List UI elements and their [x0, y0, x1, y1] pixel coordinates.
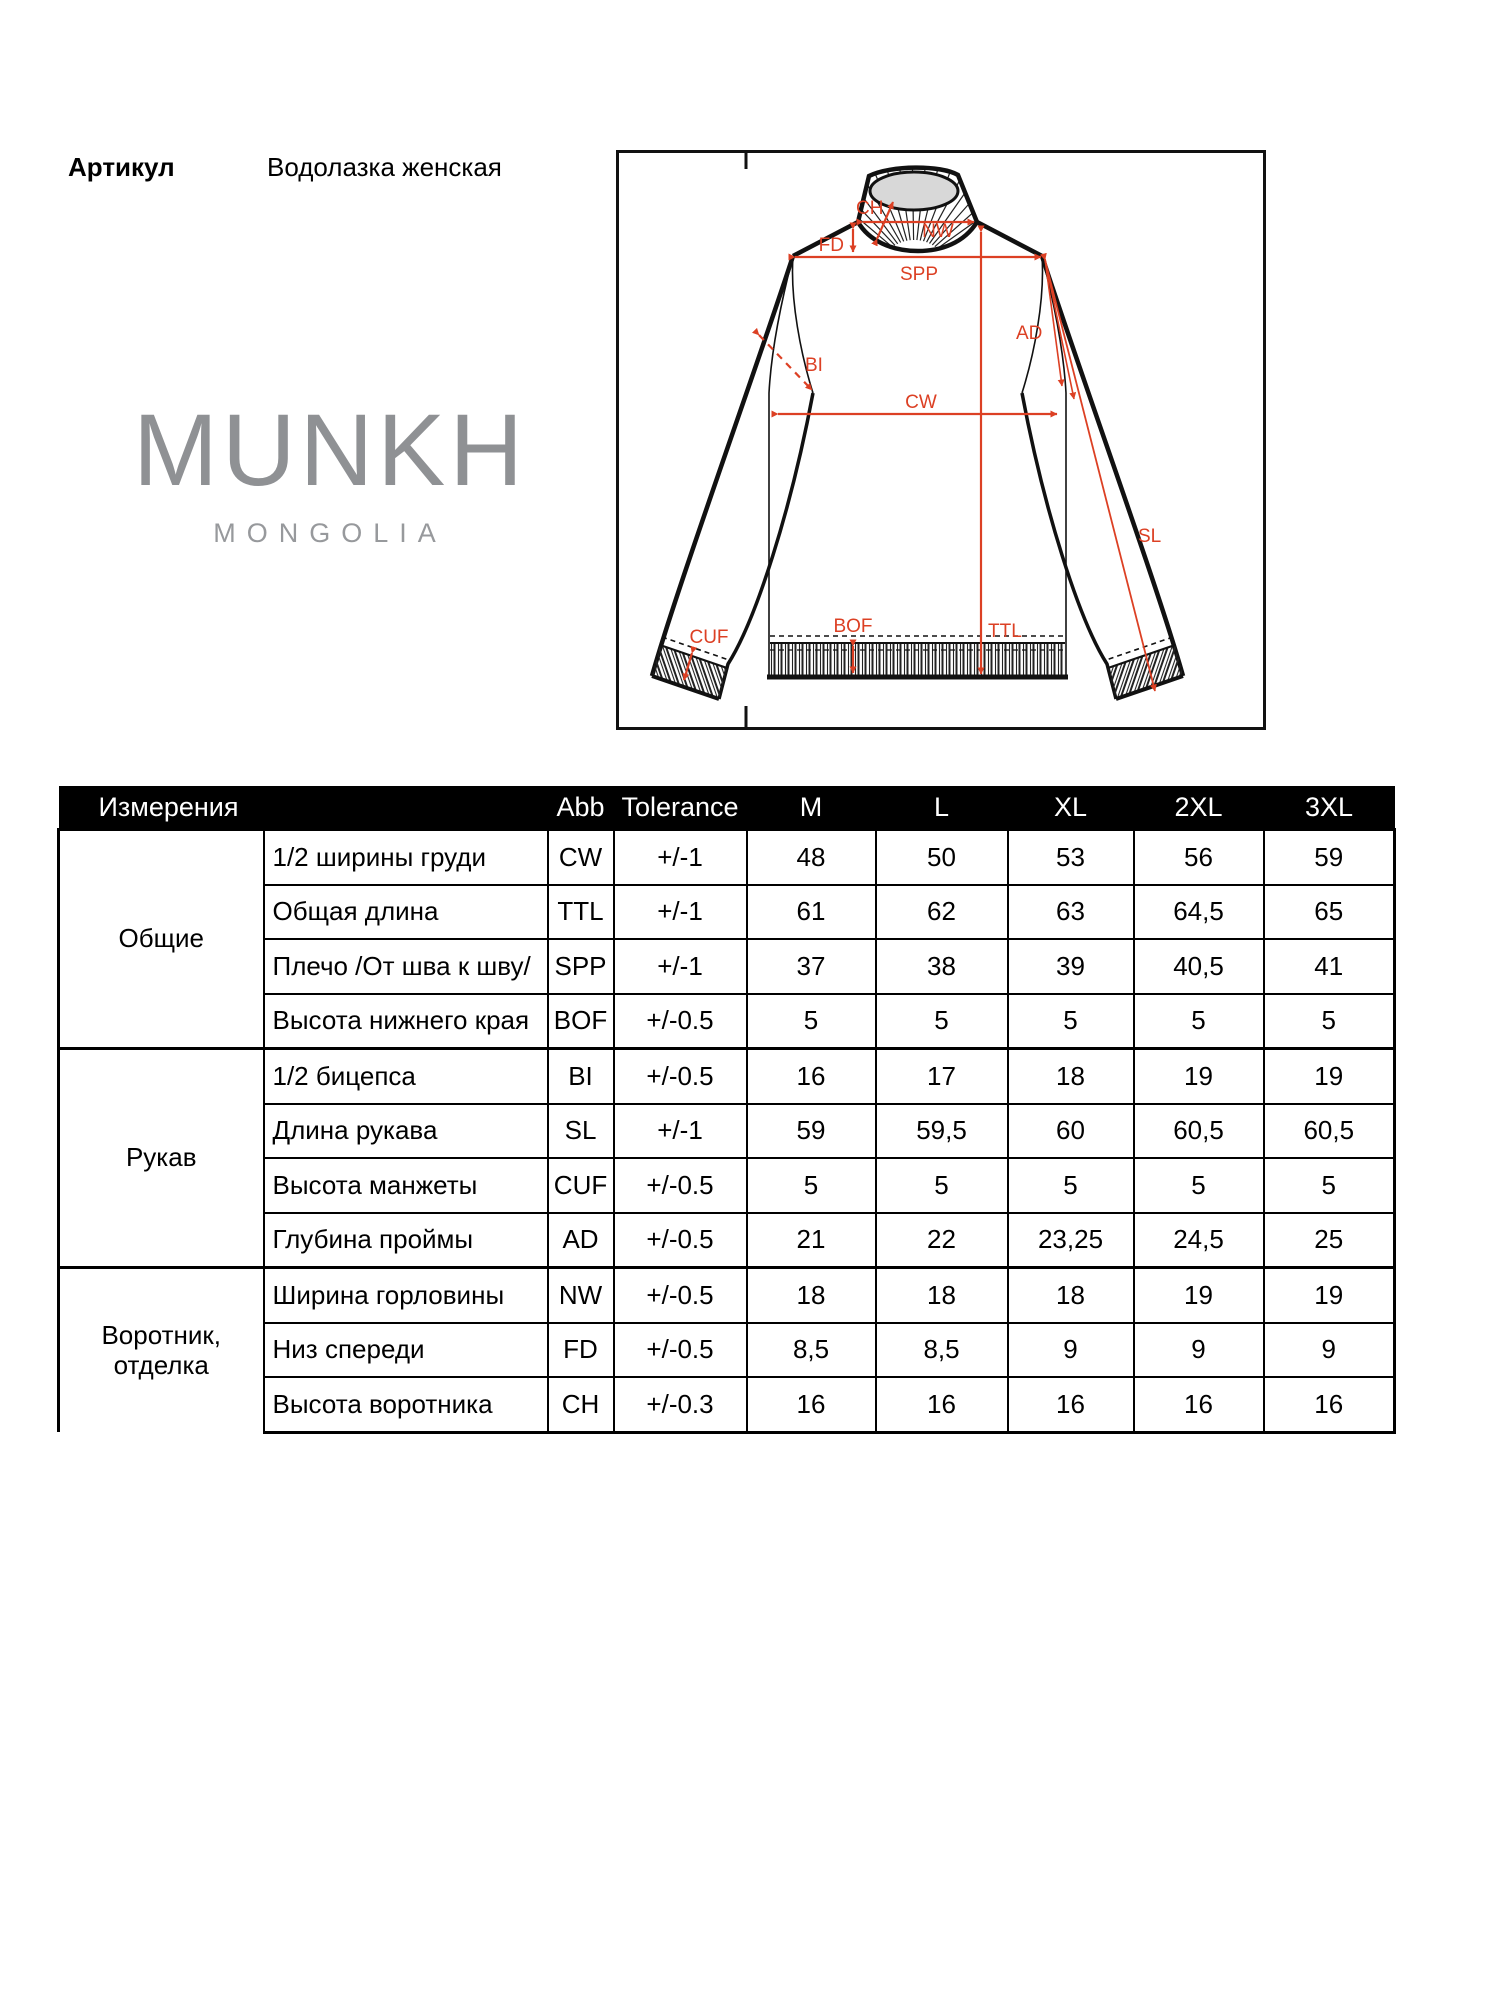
table-row [59, 830, 1395, 885]
label-ad: AD [1016, 323, 1043, 344]
measure-tolerance: +/-0.5 [614, 994, 747, 1049]
measure-name: Высота нижнего края [264, 994, 548, 1049]
label-spp: SPP [899, 264, 939, 285]
label-fd: FD [818, 235, 844, 256]
value-l: 16 [876, 1377, 1008, 1432]
label-nw: NW [922, 221, 954, 242]
measure-name: Плечо /От шва к шву/ [264, 939, 548, 994]
value-l: 5 [876, 1158, 1008, 1213]
label-cuf: CUF [689, 627, 729, 648]
group-label: Общие [59, 830, 264, 1049]
value-2xl: 40,5 [1134, 939, 1264, 994]
measure-abb: NW [548, 1268, 614, 1323]
value-l: 38 [876, 939, 1008, 994]
value-3xl: 59 [1264, 830, 1395, 885]
value-2xl: 64,5 [1134, 885, 1264, 940]
measure-tolerance: +/-0.5 [614, 1049, 747, 1104]
value-l: 5 [876, 994, 1008, 1049]
label-ttl: TTL [988, 621, 1022, 642]
value-l: 59,5 [876, 1104, 1008, 1159]
value-2xl: 5 [1134, 994, 1264, 1049]
value-xl: 5 [1008, 994, 1134, 1049]
value-xl: 16 [1008, 1377, 1134, 1432]
value-3xl: 16 [1264, 1377, 1395, 1432]
header-size-xl: XL [1008, 786, 1134, 830]
value-xl: 18 [1008, 1268, 1134, 1323]
value-2xl: 24,5 [1134, 1213, 1264, 1268]
value-3xl: 41 [1264, 939, 1395, 994]
value-xl: 5 [1008, 1158, 1134, 1213]
label-ch: CH [856, 198, 884, 219]
value-2xl: 5 [1134, 1158, 1264, 1213]
value-2xl: 19 [1134, 1268, 1264, 1323]
value-2xl: 16 [1134, 1377, 1264, 1432]
value-m: 59 [747, 1104, 876, 1159]
value-l: 17 [876, 1049, 1008, 1104]
value-2xl: 9 [1134, 1323, 1264, 1378]
value-m: 48 [747, 830, 876, 885]
measure-name: Глубина проймы [264, 1213, 548, 1268]
value-3xl: 5 [1264, 994, 1395, 1049]
table-row [59, 1049, 1395, 1104]
measure-name: Низ спереди [264, 1323, 548, 1378]
article-label: Артикул [68, 152, 175, 182]
brand-name: MUNKH [133, 393, 527, 507]
value-xl: 39 [1008, 939, 1134, 994]
measure-abb: TTL [548, 885, 614, 940]
value-xl: 18 [1008, 1049, 1134, 1104]
measure-tolerance: +/-0.5 [614, 1268, 747, 1323]
value-3xl: 25 [1264, 1213, 1395, 1268]
measure-abb: FD [548, 1323, 614, 1378]
value-3xl: 9 [1264, 1323, 1395, 1378]
value-xl: 63 [1008, 885, 1134, 940]
value-3xl: 5 [1264, 1158, 1395, 1213]
measure-tolerance: +/-1 [614, 885, 747, 940]
value-m: 16 [747, 1377, 876, 1432]
measure-abb: BOF [548, 994, 614, 1049]
measure-tolerance: +/-1 [614, 939, 747, 994]
value-m: 8,5 [747, 1323, 876, 1378]
value-xl: 60 [1008, 1104, 1134, 1159]
value-m: 37 [747, 939, 876, 994]
value-m: 21 [747, 1213, 876, 1268]
value-m: 5 [747, 1158, 876, 1213]
table-row [59, 1268, 1395, 1323]
value-l: 8,5 [876, 1323, 1008, 1378]
value-m: 61 [747, 885, 876, 940]
measure-abb: SPP [548, 939, 614, 994]
header-size-2xl: 2XL [1134, 786, 1264, 830]
size-table-wrap [57, 786, 1396, 1434]
header-tolerance: Tolerance [614, 786, 747, 830]
measure-name: Высота манжеты [264, 1158, 548, 1213]
value-2xl: 60,5 [1134, 1104, 1264, 1159]
value-3xl: 60,5 [1264, 1104, 1395, 1159]
measure-tolerance: +/-0.5 [614, 1323, 747, 1378]
brand-logo [120, 393, 540, 549]
measure-name: 1/2 ширины груди [264, 830, 548, 885]
sweater-diagram [616, 150, 1266, 730]
measure-abb: SL [548, 1104, 614, 1159]
measure-name: Высота воротника [264, 1377, 548, 1432]
value-l: 62 [876, 885, 1008, 940]
value-3xl: 65 [1264, 885, 1395, 940]
header-size-3xl: 3XL [1264, 786, 1395, 830]
value-2xl: 56 [1134, 830, 1264, 885]
label-bof: BOF [833, 616, 873, 637]
measure-abb: CH [548, 1377, 614, 1432]
group-label: Рукав [59, 1049, 264, 1268]
measure-name: Ширина горловины [264, 1268, 548, 1323]
table-header-row [59, 786, 1395, 830]
group-label: Воротник, отделка [59, 1268, 264, 1433]
label-cw: CW [905, 392, 937, 413]
measure-tolerance: +/-0.5 [614, 1213, 747, 1268]
value-l: 22 [876, 1213, 1008, 1268]
label-sl: SL [1138, 526, 1162, 547]
header-size-l: L [876, 786, 1008, 830]
brand-subtitle: MONGOLIA [213, 518, 447, 548]
value-2xl: 19 [1134, 1049, 1264, 1104]
label-bi: BI [805, 355, 823, 376]
measure-abb: BI [548, 1049, 614, 1104]
measure-tolerance: +/-1 [614, 830, 747, 885]
header-abb: Abb [548, 786, 614, 830]
value-xl: 9 [1008, 1323, 1134, 1378]
size-table [57, 786, 1396, 1434]
measure-tolerance: +/-1 [614, 1104, 747, 1159]
value-l: 50 [876, 830, 1008, 885]
measure-name: Общая длина [264, 885, 548, 940]
measure-abb: AD [548, 1213, 614, 1268]
measure-tolerance: +/-0.3 [614, 1377, 747, 1432]
value-xl: 53 [1008, 830, 1134, 885]
article-value: Водолазка женская [267, 152, 502, 182]
header-measurements: Измерения [59, 786, 548, 830]
value-m: 16 [747, 1049, 876, 1104]
measure-abb: CUF [548, 1158, 614, 1213]
value-xl: 23,25 [1008, 1213, 1134, 1268]
value-l: 18 [876, 1268, 1008, 1323]
measure-name: 1/2 бицепса [264, 1049, 548, 1104]
measure-tolerance: +/-0.5 [614, 1158, 747, 1213]
measure-abb: CW [548, 830, 614, 885]
header-size-m: M [747, 786, 876, 830]
value-3xl: 19 [1264, 1049, 1395, 1104]
value-m: 18 [747, 1268, 876, 1323]
sweater-diagram-svg [616, 150, 1266, 730]
value-3xl: 19 [1264, 1268, 1395, 1323]
value-m: 5 [747, 994, 876, 1049]
measure-name: Длина рукава [264, 1104, 548, 1159]
